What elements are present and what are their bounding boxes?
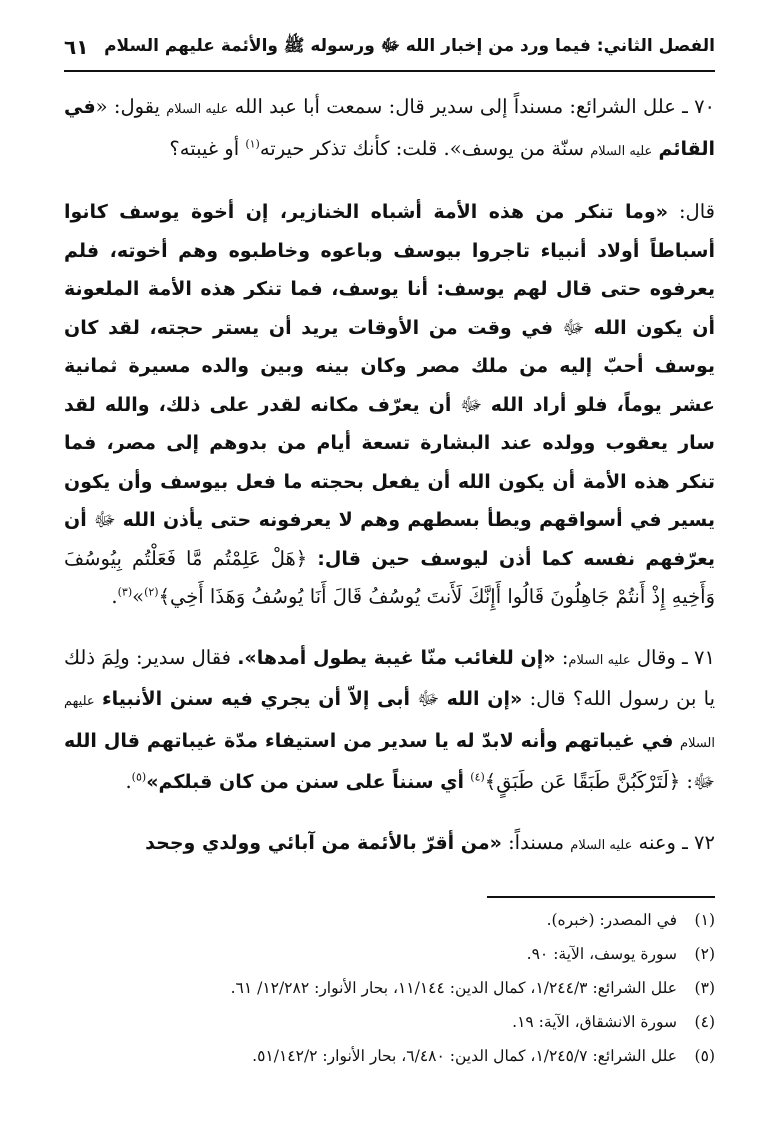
footnote-text: في المصدر: (خبره).: [546, 911, 677, 929]
running-header: [64, 30, 715, 72]
footnote-text: علل الشرائع: ١/٢٤٥/٧، كمال الدين: ٦/٤٨٠، بحار الأنوار: ٥١/١٤٢/٢.: [252, 1047, 677, 1065]
honorific: ﷻ: [93, 508, 116, 531]
quran-verse: ﴿هَلْ عَلِمْتُم مَّا فَعَلْتُم بِيُوسُفَ وَأَخِيهِ إِذْ أَنتُمْ جَاهِلُونَ قَالُوا أَإِنَّكَ لَأَنتَ يُوسُفُ قَالَ أَنَا يُوسُفُ وَهَذَا أَخِي﴾: [64, 546, 715, 608]
footnote-divider: [487, 896, 715, 898]
honorific: عليهم السلام: [64, 694, 715, 751]
footnote-item: [64, 973, 715, 1003]
header-title: الفصل الثاني: فيما ورد من إخبار الله ﷻ ورسوله ﷺ والأئمة عليهم السلام: [104, 35, 715, 56]
footnote-text: علل الشرائع: ١/٢٤٤/٣، كمال الدين: ١١/١٤٤، بحار الأنوار: ١٢/٢٨٢/ ٦١.: [230, 979, 677, 997]
footnote-item: [64, 1041, 715, 1071]
footnote-ref[interactable]: (٥): [131, 770, 147, 784]
footnote-item: [64, 905, 715, 935]
footnotes: [64, 905, 715, 1075]
page-number: ٦١: [64, 35, 89, 59]
paragraph-72: ٧٢ ـ وعنه عليه السلام مسنداً: «من أقرّ بالأئمة من آبائي وولدي وجحد: [145, 830, 715, 854]
footnote-ref[interactable]: (١): [245, 137, 260, 150]
paragraph-70: ٧٠ ـ علل الشرائع: مسنداً إلى سدير قال: سمعت أبا عبد الله عليه السلام يقول: «في القائم عليه السلام سنّة من يوسف». قلت: كأنك تذكر حيرته$^{(١)}$ أو غيبته؟: [64, 95, 716, 160]
honorific: عليه السلام: [570, 837, 633, 853]
footnote-text: سورة الانشقاق، الآية: ١٩.: [512, 1013, 677, 1031]
honorific: ﷻ: [417, 687, 440, 710]
footnote-number: (٣): [694, 979, 715, 997]
footnote-number: (٤): [694, 1013, 715, 1031]
honorific: ﷻ: [562, 315, 585, 339]
footnote-number: (٥): [694, 1047, 715, 1065]
honorific: عليه السلام: [166, 102, 229, 117]
footnote-ref[interactable]: (٣): [117, 585, 133, 599]
paragraph-70-answer: قال: «وما تنكر من هذه الأمة أشباه الخنازير، إن أخوة يوسف كانوا أسباطاً أولاد أنبياء تاجروا بيوسف وباعوه وخاطبوه وهم أخوته، فلم يعرفوه حتى قال لهم يوسف: أنا يوسف، فما تنكر هذه الأمة الملعونة أن يكون الله ﷻ في وقت من الأوقات يريد أن يستر حجته، لقد كان يوسف أحبّ إليه من ملك مصر وكان بينه وبين والده مسيرة ثمانية عشر يوماً، فلو أراد الله ﷻ أن يعرّف مكانه لقدر على ذلك، والله لقد سار يعقوب وولده عند البشارة تسعة أيام من بدوهم إلى مصر، فما تنكر هذه الأمة أن يكون الله أن يفعل بحجته ما فعل بيوسف وأن يكون يسير في أسواقهم ويطأ بسطهم وهم لا يعرفونه حتى يأذن الله ﷻ أن يعرّفهم نفسه كما أذن ليوسف حين قال: ﴿هَلْ عَلِمْتُم مَّا فَعَلْتُم بِيُوسُفَ وَأَخِيهِ إِذْ أَنتُمْ جَاهِلُونَ قَالُوا أَإِنَّكَ لَأَنتَ يُوسُفُ قَالَ أَنَا يُوسُفُ وَهَذَا أَخِي﴾$^{(٢)}$»$^{(٣)}$.: [64, 200, 716, 608]
footnote-text: سورة يوسف، الآية: ٩٠.: [526, 945, 677, 963]
footnote-item: [64, 1007, 715, 1037]
honorific: ﷻ: [692, 770, 715, 793]
honorific: ﷻ: [460, 392, 483, 416]
footnote-ref[interactable]: (٢): [144, 585, 159, 599]
quran-verse: ﴿لَتَرْكَبُنَّ طَبَقًا عَن طَبَقٍ﴾: [484, 770, 681, 793]
footnote-item: [64, 939, 715, 969]
footnote-number: (٢): [694, 945, 715, 963]
honorific: عليه السلام: [590, 143, 653, 159]
paragraph-71: ٧١ ـ وقال عليه السلام: «إن للغائب منّا غيبة يطول أمدها». فقال سدير: ولِمَ ذلك يا بن رسول الله؟ قال: «إن الله ﷻ أبى إلاّ أن يجري فيه سنن الأنبياء عليهم السلام في غيباتهم وأنه لابدّ له يا سدير من استيفاء مدّة غيباتهم قال الله ﷻ: ﴿لَتَرْكَبُنَّ طَبَقًا عَن طَبَقٍ﴾$^{(٤)}$ أي سنناً على سنن من كان قبلكم»$^{(٥)}$.: [64, 645, 716, 793]
footnote-number: (١): [694, 911, 715, 929]
honorific: عليه السلام: [568, 652, 631, 668]
footnote-ref[interactable]: (٤): [470, 770, 485, 784]
main-text: [64, 88, 715, 865]
